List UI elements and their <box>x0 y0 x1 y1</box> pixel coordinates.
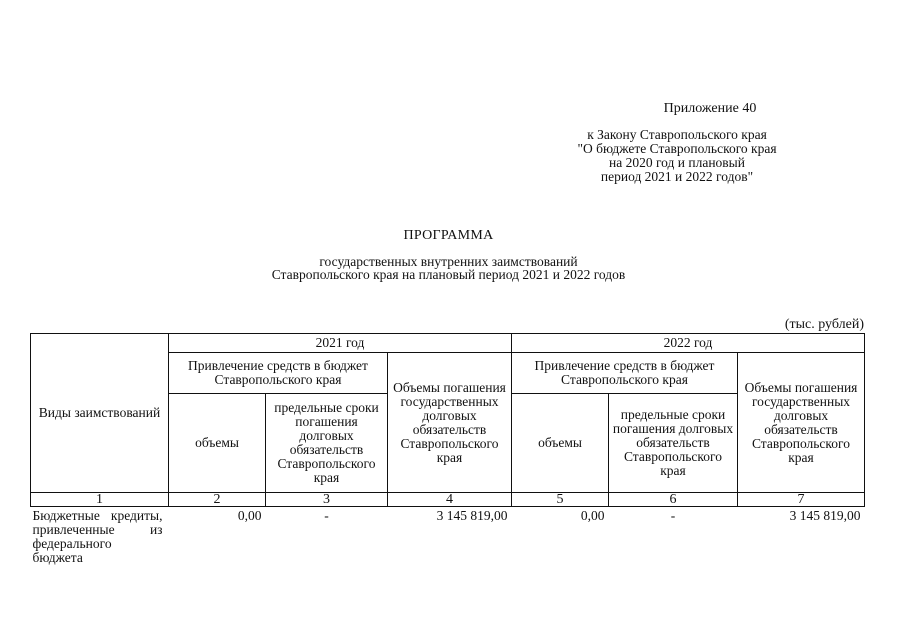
header-repayment-2021: Объемы погашения государственных долговых обязательств Ставропольского края <box>388 353 512 493</box>
units-note: (тыс. рублей) <box>784 317 864 332</box>
table-row <box>31 507 865 566</box>
subtitle-line: государственных внутренних заимствований <box>319 254 578 269</box>
column-number: 4 <box>388 493 512 507</box>
header-year-2021: 2021 год <box>169 334 512 353</box>
header-terms-2022: предельные сроки погашения долговых обязательств Ставропольского края <box>609 394 738 493</box>
column-number: 7 <box>738 493 865 507</box>
row-2022-volume: 0,00 <box>580 508 605 523</box>
header-kind: Виды заимствований <box>31 334 169 493</box>
borrowing-program-table <box>30 333 865 565</box>
header-repayment-2022: Объемы погашения государственных долговых обязательств Ставропольского края <box>738 353 865 493</box>
subtitle-line: Ставропольского края на плановый период 2021 и 2022 годов <box>271 267 626 282</box>
annex-reference <box>494 128 860 184</box>
document-title: ПРОГРАММА <box>403 228 494 243</box>
header-attraction-2022: Привлечение средств в бюджет Ставропольского края <box>512 353 738 394</box>
column-number: 6 <box>609 493 738 507</box>
row-2022-terms: - <box>670 508 676 523</box>
annex-ref-line: период 2021 и 2022 годов" <box>600 169 754 184</box>
annex-ref-line: к Закону Ставропольского края <box>587 127 767 142</box>
document-subtitle <box>0 255 897 281</box>
column-number: 2 <box>169 493 266 507</box>
annex-ref-line: "О бюджете Ставропольского края <box>577 141 777 156</box>
header-volumes-2022: объемы <box>512 394 609 493</box>
row-2021-repayment: 3 145 819,00 <box>436 508 508 523</box>
header-attraction-2021: Привлечение средств в бюджет Ставропольского края <box>169 353 388 394</box>
column-number: 1 <box>31 493 169 507</box>
row-kind: Бюджетные кредиты, привлеченные из федерального бюджета <box>32 508 163 565</box>
header-year-2022: 2022 год <box>512 334 865 353</box>
header-terms-2021: предельные сроки погашения долговых обязательств Ставропольского края <box>266 394 388 493</box>
column-number: 5 <box>512 493 609 507</box>
column-number: 3 <box>266 493 388 507</box>
annex-title: Приложение 40 <box>663 101 757 116</box>
row-2022-repayment: 3 145 819,00 <box>789 508 861 523</box>
row-2021-volume: 0,00 <box>237 508 262 523</box>
annex-ref-line: на 2020 год и плановый <box>609 155 745 170</box>
header-volumes-2021: объемы <box>169 394 266 493</box>
row-2021-terms: - <box>324 508 329 523</box>
